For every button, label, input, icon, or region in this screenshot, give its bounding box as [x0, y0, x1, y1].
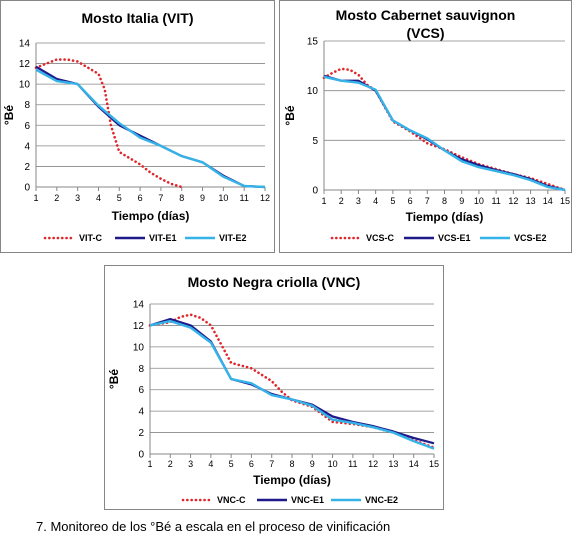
- x-tick-label: 9: [459, 196, 465, 206]
- x-axis-label: Tiempo (días): [253, 473, 331, 487]
- legend-label-vit-e2: VIT-E2: [219, 233, 247, 243]
- x-tick-label: 15: [428, 459, 440, 469]
- y-tick-label: 4: [138, 406, 144, 418]
- y-tick-label: 0: [24, 182, 30, 194]
- chart-title-line: Mosto Cabernet sauvignon: [335, 7, 516, 23]
- x-tick-label: 12: [508, 196, 519, 206]
- x-tick-label: 5: [390, 196, 396, 206]
- y-tick-label: 14: [18, 38, 30, 50]
- legend-label-vnc-c: VNC-C: [217, 495, 246, 505]
- y-tick-label: 8: [24, 100, 30, 112]
- x-tick-label: 1: [147, 459, 153, 469]
- y-tick-label: 15: [306, 36, 318, 48]
- x-tick-label: 10: [473, 196, 484, 206]
- x-tick-label: 13: [388, 459, 399, 469]
- x-tick-label: 7: [269, 459, 275, 469]
- x-tick-label: 3: [355, 196, 361, 206]
- x-tick-label: 2: [338, 196, 344, 206]
- y-tick-label: 4: [24, 141, 30, 153]
- chart-title: Mosto Italia (VIT): [81, 10, 194, 26]
- legend-label-vnc-e2: VNC-E2: [365, 495, 399, 505]
- x-tick-label: 8: [289, 459, 295, 469]
- x-tick-label: 10: [327, 459, 338, 469]
- y-tick-label: 2: [24, 161, 30, 173]
- chart-title: Mosto Negra criolla (VNC): [187, 274, 361, 290]
- x-tick-label: 14: [408, 459, 419, 469]
- figure-caption: 7. Monitoreo de los °Bé a escala en el proceso de vinificación: [36, 519, 391, 534]
- x-tick-label: 4: [95, 193, 101, 203]
- x-tick-label: 11: [239, 193, 249, 203]
- series-line-vcs-c: [324, 69, 565, 190]
- y-tick-label: 10: [18, 79, 30, 91]
- y-tick-label: 5: [312, 135, 318, 147]
- x-tick-label: 2: [167, 459, 173, 469]
- x-tick-label: 14: [542, 196, 553, 206]
- y-tick-label: 2: [138, 428, 144, 440]
- x-tick-label: 8: [441, 196, 448, 206]
- y-tick-label: 0: [138, 449, 144, 461]
- y-tick-label: 12: [132, 320, 144, 332]
- chart-title: [336, 7, 516, 41]
- y-axis-label: °Bé: [283, 105, 297, 126]
- legend-label-vnc-e1: VNC-E1: [291, 495, 325, 505]
- legend-label-vcs-e1: VCS-E1: [438, 233, 471, 243]
- y-axis-label: °Bé: [107, 368, 121, 390]
- chart-title-line: (VCS): [406, 25, 445, 41]
- chart-vit: [1, 1, 274, 252]
- x-tick-label: 3: [188, 459, 194, 469]
- legend-label-vit-c: VIT-C: [79, 233, 103, 243]
- chart-panel-vit: [0, 0, 275, 253]
- y-tick-label: 12: [18, 59, 30, 71]
- x-tick-label: 7: [158, 193, 164, 203]
- x-tick-label: 5: [116, 193, 122, 203]
- x-tick-label: 1: [321, 196, 327, 206]
- x-tick-label: 11: [491, 196, 501, 206]
- series-line-vcs-e1: [324, 76, 565, 190]
- x-tick-label: 4: [373, 196, 379, 206]
- y-axis-label: °Bé: [2, 104, 16, 126]
- x-tick-label: 6: [248, 459, 254, 469]
- series-line-vnc-c: [150, 315, 434, 448]
- x-tick-label: 2: [54, 193, 60, 203]
- series-line-vit-e1: [36, 67, 265, 187]
- x-tick-label: 6: [137, 193, 143, 203]
- chart-panel-vnc: [104, 265, 444, 510]
- x-tick-label: 6: [407, 196, 413, 206]
- x-tick-label: 4: [208, 459, 214, 469]
- y-tick-label: 10: [132, 342, 144, 354]
- x-tick-label: 9: [200, 193, 206, 203]
- x-axis-label: Tiempo (días): [111, 209, 190, 223]
- legend-label-vcs-e2: VCS-E2: [514, 233, 547, 243]
- series-line-vnc-e1: [150, 319, 434, 443]
- series-line-vcs-e2: [324, 77, 565, 190]
- legend-label-vcs-c: VCS-C: [366, 233, 395, 243]
- legend-label-vit-e1: VIT-E1: [149, 233, 177, 243]
- x-tick-label: 10: [218, 193, 229, 203]
- chart-vcs: [280, 1, 571, 252]
- series-line-vnc-e2: [150, 321, 434, 449]
- x-tick-label: 3: [75, 193, 81, 203]
- series-line-vit-e2: [36, 70, 265, 187]
- y-tick-label: 6: [138, 385, 144, 397]
- x-tick-label: 9: [309, 459, 315, 469]
- x-tick-label: 11: [348, 459, 358, 469]
- y-tick-label: 0: [312, 185, 318, 197]
- y-tick-label: 14: [132, 299, 144, 311]
- y-tick-label: 10: [306, 86, 318, 98]
- x-tick-label: 13: [525, 196, 536, 206]
- chart-vnc: [105, 266, 443, 509]
- y-tick-label: 8: [138, 363, 144, 375]
- chart-panel-vcs: [279, 0, 572, 253]
- x-tick-label: 1: [33, 193, 39, 203]
- x-tick-label: 5: [228, 459, 234, 469]
- y-tick-label: 6: [24, 120, 30, 132]
- x-tick-label: 12: [259, 193, 271, 203]
- x-axis-label: Tiempo (días): [405, 210, 484, 224]
- x-tick-label: 12: [368, 459, 379, 469]
- x-tick-label: 15: [559, 196, 571, 206]
- x-tick-label: 8: [179, 193, 185, 203]
- x-tick-label: 7: [424, 196, 430, 206]
